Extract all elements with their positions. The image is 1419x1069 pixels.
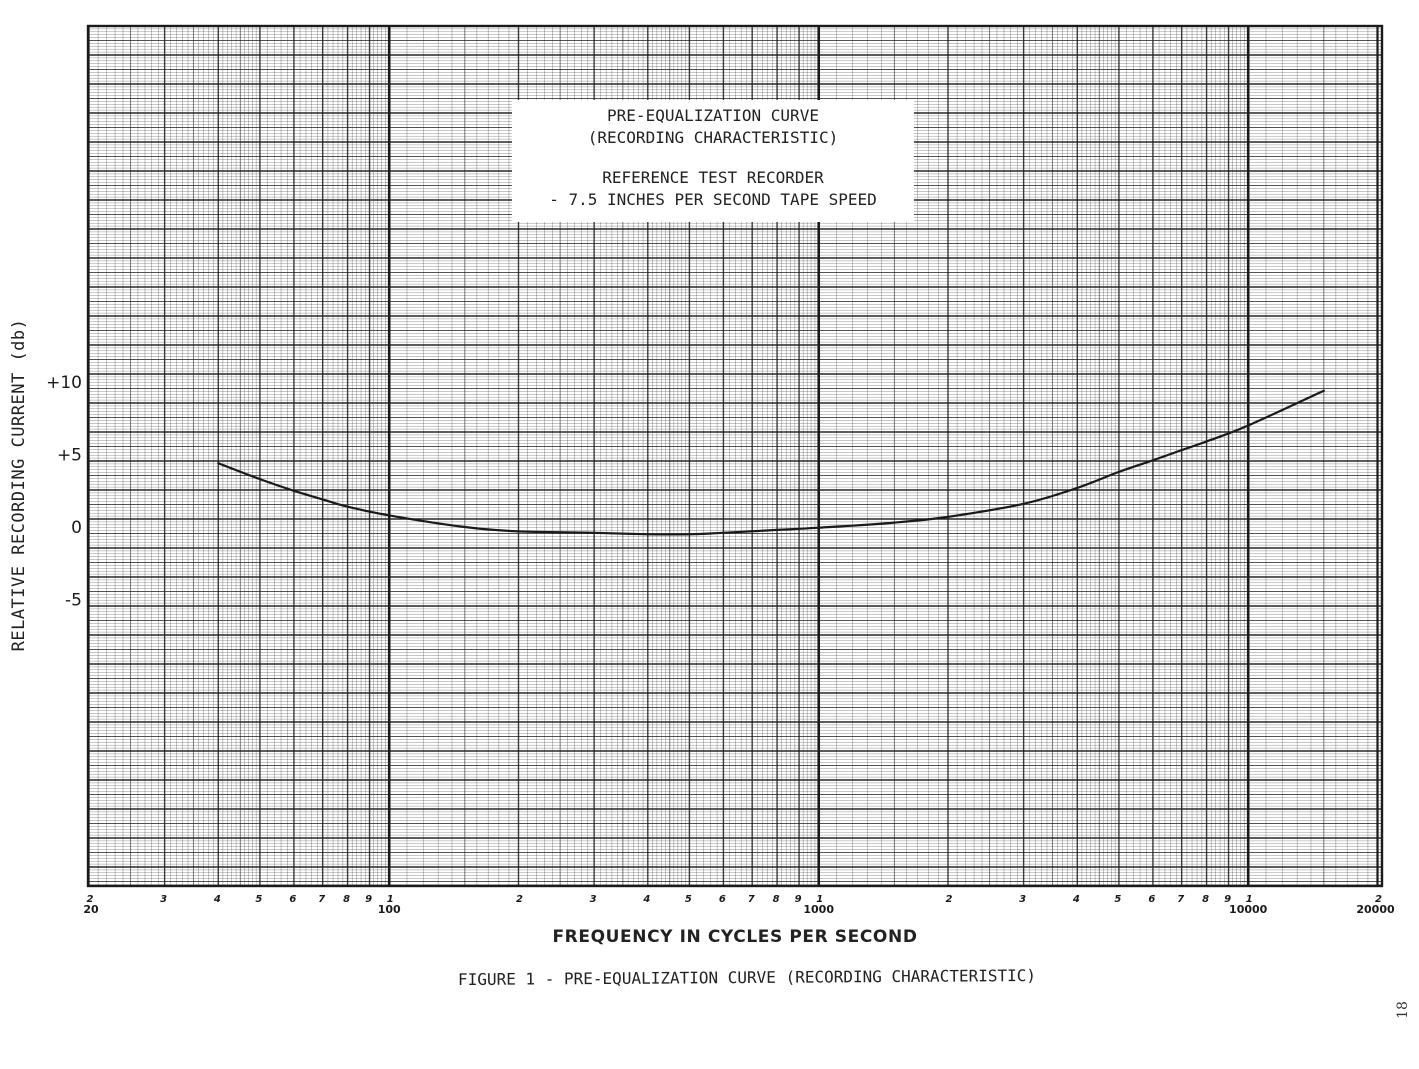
x-tick-digit: 7 (318, 894, 326, 905)
x-tick-digit: 7 (747, 894, 755, 905)
chart-title-box (512, 100, 914, 222)
x-tick-digit: 3 (1019, 894, 1027, 905)
x-tick-digit: 1 (386, 894, 394, 905)
x-tick-digit: 4 (213, 894, 221, 905)
x-tick-digit: 9 (794, 894, 802, 905)
x-tick-digit: 6 (1148, 894, 1156, 905)
x-tick-digit: 1 (816, 894, 824, 905)
x-tick-digit: 2 (516, 894, 523, 905)
y-tick-label: +5 (56, 445, 82, 466)
x-tick-digit: 2 (1375, 894, 1382, 905)
x-tick-digit: 4 (643, 894, 651, 905)
x-tick-digit: 9 (365, 894, 373, 905)
pre-equalization-curve (218, 391, 1324, 535)
y-tick-label: 0 (71, 518, 82, 538)
x-tick-digit: 1 (1245, 894, 1253, 905)
x-major-label: 100 (377, 903, 401, 916)
x-tick-digit: 9 (1224, 894, 1232, 905)
x-tick-digit: 8 (772, 894, 780, 905)
figure-caption: FIGURE 1 - PRE-EQUALIZATION CURVE (RECORDING CHARACTERISTIC) (457, 965, 1037, 990)
x-tick-digit: 2 (945, 894, 953, 905)
x-major-label: 20000 (1356, 903, 1395, 916)
x-tick-digit: 7 (1177, 894, 1185, 905)
x-tick-labels (83, 894, 1395, 916)
page-number: 18 (1395, 1001, 1411, 1019)
x-tick-digit: 5 (1114, 894, 1122, 905)
x-tick-digit: 4 (1072, 894, 1080, 905)
y-tick-label: +10 (46, 373, 82, 393)
x-tick-digit: 8 (1202, 894, 1210, 905)
x-tick-digit: 2 (86, 894, 94, 905)
x-axis-label: FREQUENCY IN CYCLES PER SECOND (552, 927, 918, 947)
chart-subtitle: (RECORDING CHARACTERISTIC) (587, 128, 839, 147)
x-tick-digit: 3 (160, 894, 168, 905)
x-tick-digit: 5 (684, 894, 692, 905)
y-tick-label: -5 (65, 590, 82, 611)
tape-speed-note: - 7.5 INCHES PER SECOND TAPE SPEED (549, 190, 877, 209)
x-major-label: 1000 (803, 903, 835, 916)
x-tick-digit: 8 (343, 894, 351, 905)
x-tick-digit: 6 (289, 894, 297, 905)
x-tick-digit: 5 (255, 894, 263, 905)
x-major-label: 20 (83, 903, 99, 916)
x-tick-digit: 6 (718, 894, 726, 905)
y-axis-label: RELATIVE RECORDING CURRENT (db) (9, 318, 29, 652)
x-tick-digit: 3 (589, 894, 597, 905)
chart-title: PRE-EQUALIZATION CURVE (607, 106, 819, 125)
curve-layer (218, 391, 1324, 535)
x-major-label: 10000 (1229, 903, 1268, 916)
y-tick-labels (46, 373, 82, 611)
page-number-wrap (1390, 1000, 1416, 1020)
y-axis-label-wrap (4, 290, 34, 680)
recorder-note: REFERENCE TEST RECORDER (602, 168, 824, 187)
